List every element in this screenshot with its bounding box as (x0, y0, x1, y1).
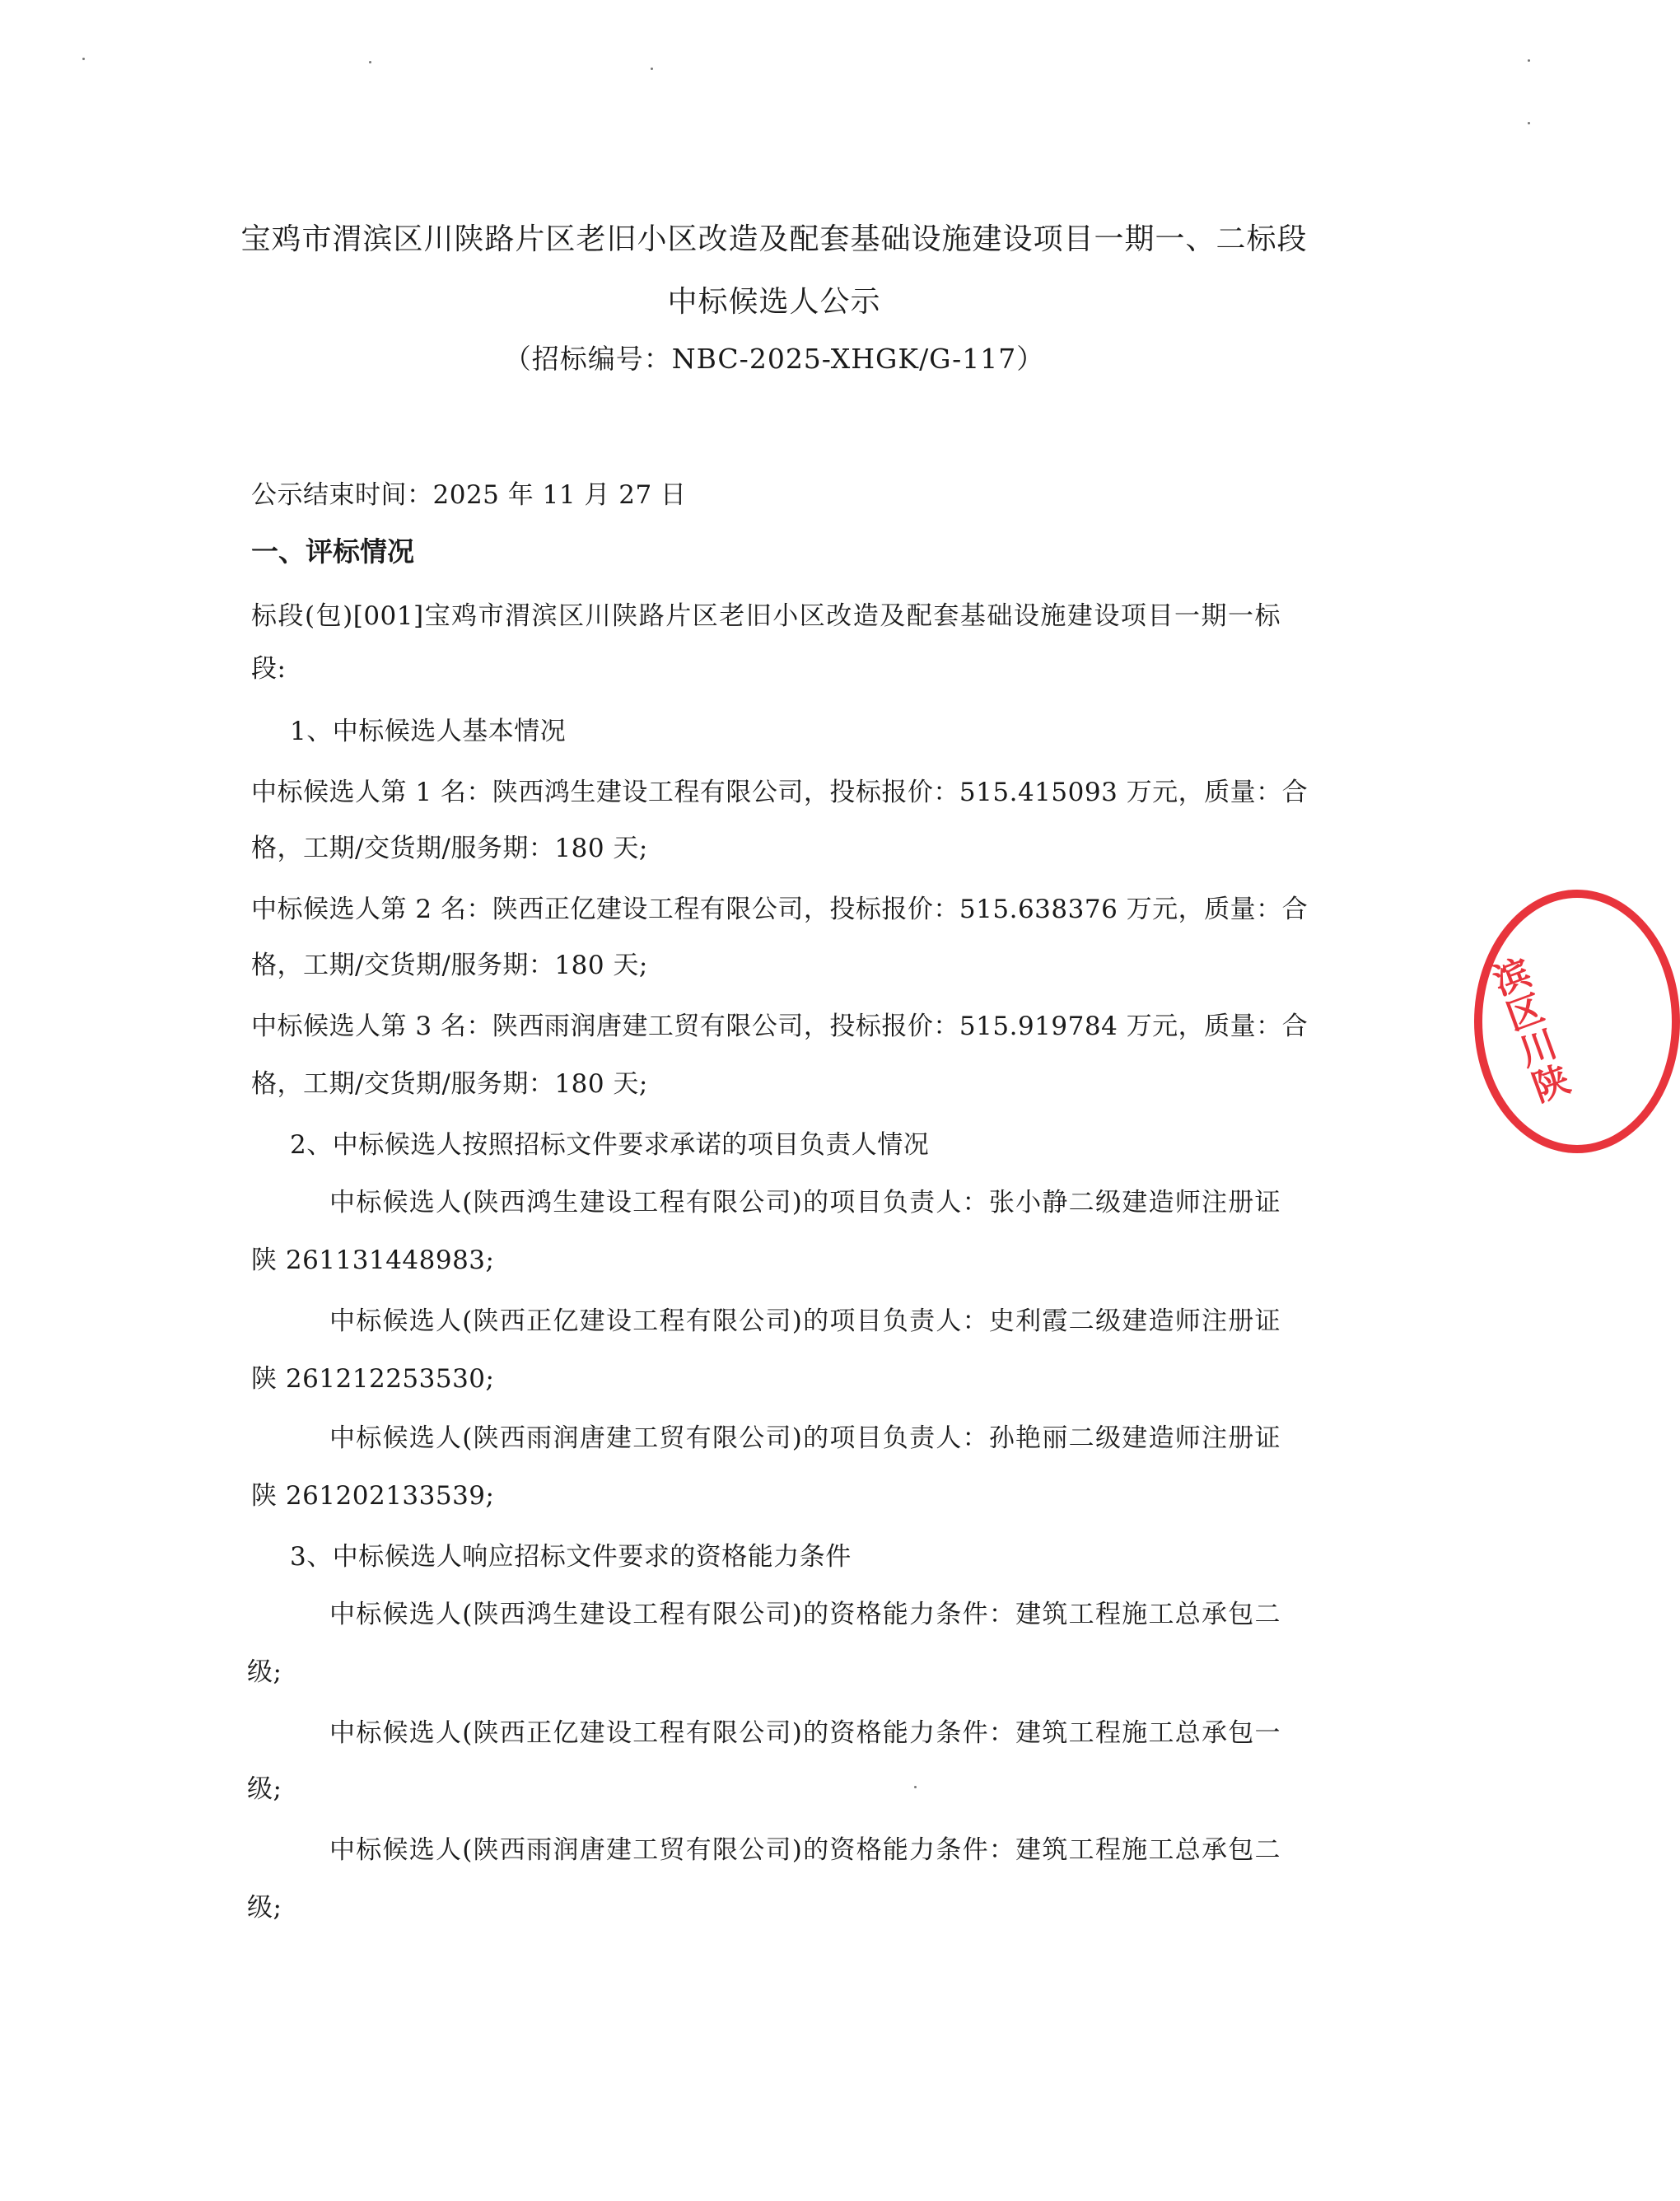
scan-speck (82, 58, 85, 60)
scan-speck (1528, 59, 1530, 62)
lot-title-cont: 段: (251, 654, 287, 684)
document-subtitle: 中标候选人公示 (667, 285, 881, 319)
qualification-2-line2: 级; (247, 1774, 282, 1804)
notice-end-time: 公示结束时间：2025 年 11 月 27 日 (251, 480, 687, 510)
seal-text: 滨区川陕 (1482, 952, 1574, 1110)
qualification-3-line2: 级; (247, 1893, 282, 1923)
manager-2-line2: 陕 261212253530; (251, 1364, 495, 1394)
subheading-qualification: 3、中标候选人响应招标文件要求的资格能力条件 (290, 1542, 852, 1572)
candidate-2-line2: 格，工期/交货期/服务期：180 天; (251, 951, 648, 980)
subheading-basic-info: 1、中标候选人基本情况 (290, 717, 567, 746)
document-title: 宝鸡市渭滨区川陕路片区老旧小区改造及配套基础设施建设项目一期一、二标段 (240, 222, 1308, 256)
lot-title: 标段(包)[001]宝鸡市渭滨区川陕路片区老旧小区改造及配套基础设施建设项目一期一标 (251, 601, 1281, 631)
scan-speck (651, 68, 653, 70)
qualification-1-line1: 中标候选人(陕西鸿生建设工程有限公司)的资格能力条件：建筑工程施工总承包二 (329, 1600, 1281, 1629)
manager-2-line1: 中标候选人(陕西正亿建设工程有限公司)的项目负责人：史利霞二级建造师注册证 (329, 1306, 1281, 1336)
manager-3-line1: 中标候选人(陕西雨润唐建工贸有限公司)的项目负责人：孙艳丽二级建造师注册证 (329, 1423, 1281, 1453)
qualification-1-line2: 级; (247, 1657, 282, 1687)
tender-number: （招标编号：NBC-2025-XHGK/G-117） (503, 343, 1045, 375)
qualification-2-line1: 中标候选人(陕西正亿建设工程有限公司)的资格能力条件：建筑工程施工总承包一 (329, 1718, 1281, 1748)
manager-1-line1: 中标候选人(陕西鸿生建设工程有限公司)的项目负责人：张小静二级建造师注册证 (329, 1188, 1281, 1217)
scan-speck (1528, 122, 1530, 124)
candidate-1-line1: 中标候选人第 1 名：陕西鸿生建设工程有限公司，投标报价：515.415093 万元，质量：合 (251, 778, 1309, 807)
candidate-3-line2: 格，工期/交货期/服务期：180 天; (251, 1069, 648, 1099)
section-heading-evaluation: 一、评标情况 (251, 535, 414, 568)
manager-1-line2: 陕 261131448983; (251, 1245, 495, 1275)
qualification-3-line1: 中标候选人(陕西雨润唐建工贸有限公司)的资格能力条件：建筑工程施工总承包二 (329, 1835, 1281, 1865)
scan-speck (369, 61, 371, 63)
candidate-3-line1: 中标候选人第 3 名：陕西雨润唐建工贸有限公司，投标报价：515.919784 万元，质量：合 (251, 1012, 1309, 1041)
scan-speck (914, 1786, 917, 1788)
subheading-project-manager: 2、中标候选人按照招标文件要求承诺的项目负责人情况 (290, 1130, 930, 1160)
candidate-1-line2: 格，工期/交货期/服务期：180 天; (251, 834, 648, 863)
candidate-2-line1: 中标候选人第 2 名：陕西正亿建设工程有限公司，投标报价：515.638376 万元，质量：合 (251, 895, 1309, 924)
official-seal (1482, 906, 1668, 1137)
manager-3-line2: 陕 261202133539; (251, 1481, 495, 1511)
